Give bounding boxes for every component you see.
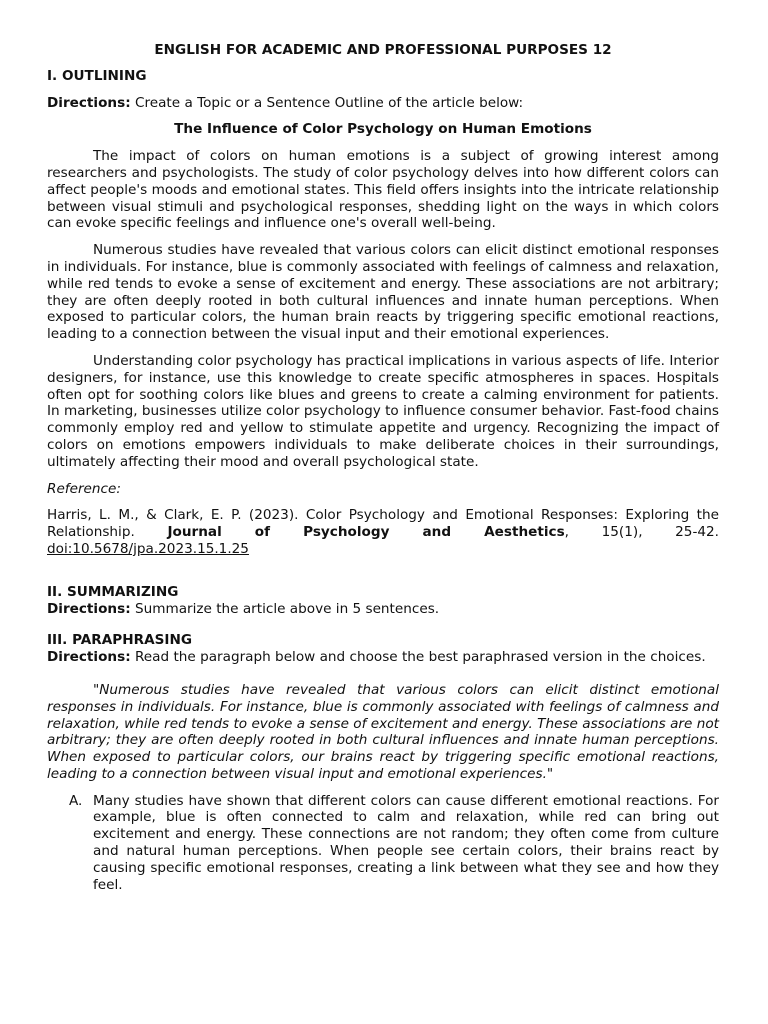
outlining-directions (47, 95, 719, 112)
directions-label: Directions: (47, 649, 131, 666)
reference-journal: Journal of Psychology and Aesthetics (167, 524, 565, 541)
quote-close-mark: " (546, 765, 554, 782)
choice-letter: A. (69, 792, 83, 809)
directions-text: Create a Topic or a Sentence Outline of the article below: (130, 94, 524, 111)
directions-text: Summarize the article above in 5 sentences. (130, 600, 440, 617)
choice-text: Many studies have shown that different colors can cause different emotional reactions. For example, blue is often connected to calm and relaxation, while red can bring out excitement and energy. These connections are not random; they often come from culture and natural human perceptions. When people see certain colors, their brains react by causing specific emotional responses, creating a link between what they see and how they feel. (93, 792, 719, 893)
section-outlining-heading: I. OUTLINING (47, 67, 147, 84)
directions-label: Directions: (47, 600, 131, 617)
directions-label: Directions: (47, 94, 131, 111)
reference-line-1: Harris, L. M., & Clark, E. P. (2023). Color Psychology and Emotional Responses: Exploring the (47, 507, 719, 524)
document-title: ENGLISH FOR ACADEMIC AND PROFESSIONAL PURPOSES 12 (154, 42, 612, 58)
reference-line-2 (47, 524, 719, 541)
reference-volume: , 15(1), 25-42. (564, 524, 719, 541)
document-page (47, 42, 719, 893)
summarizing-directions (47, 601, 719, 618)
reference-relationship: Relationship. (47, 524, 135, 541)
section-summarizing-heading: II. SUMMARIZING (47, 583, 179, 600)
section-paraphrasing-heading: III. PARAPHRASING (47, 632, 193, 649)
quoted-paragraph (47, 682, 719, 783)
directions-text: Read the paragraph below and choose the best paraphrased version in the choices. (130, 649, 706, 666)
article-paragraph-3: Understanding color psychology has practical implications in various aspects of life. Interior designers, for instance, use this knowledge to create specific atmospheres in spaces. Hospitals often opt for soothing colors like blues and greens to create a calming environment for patients. In marketing, businesses utilize color psychology to influence consumer behavior. Fast-food chains commonly employ red and yellow to stimulate appetite and urgency. Recognizing the impact of colors on emotions empowers individuals to make deliberate choices in their surroundings, ultimately affecting their mood and overall psychological state. (47, 352, 719, 470)
reference-entry (47, 507, 719, 557)
quoted-text: Numerous studies have revealed that various colors can elicit distinct emotional responses in individuals. For instance, blue is commonly associated with feelings of calmness and relaxation, while red tends to evoke a sense of excitement and energy. These associations are not arbitrary; they are often deeply rooted in both cultural influences and innate human perceptions. When exposed to particular colors, our brains react by triggering specific emotional reactions, leading to a connection between visual input and emotional experiences. (47, 681, 719, 782)
paraphrasing-directions (47, 649, 719, 666)
article-paragraph-1: The impact of colors on human emotions is a subject of growing interest among researchers and psychologists. The study of color psychology delves into how different colors can affect people's moods and emotional states. This field offers insights into the intricate relationship between visual stimuli and psychological responses, shedding light on the ways in which colors can evoke specific feelings and influence one's overall well-being. (47, 148, 719, 232)
reference-doi-link[interactable]: doi:10.5678/jpa.2023.15.1.25 (47, 540, 249, 557)
article-title: The Influence of Color Psychology on Human Emotions (174, 121, 592, 138)
quote-open-mark: " (93, 681, 100, 698)
article-paragraph-2: Numerous studies have revealed that various colors can elicit distinct emotional responses in individuals. For instance, blue is commonly associated with feelings of calmness and relaxation, while red tends to evoke a sense of excitement and energy. These associations are not arbitrary; they are often deeply rooted in both cultural influences and innate human perceptions. When exposed to particular colors, the human brain reacts by triggering specific emotional reactions, leading to a connection between the visual input and their emotional experiences. (47, 242, 719, 343)
reference-label: Reference: (47, 480, 121, 497)
choice-a[interactable] (47, 793, 719, 894)
